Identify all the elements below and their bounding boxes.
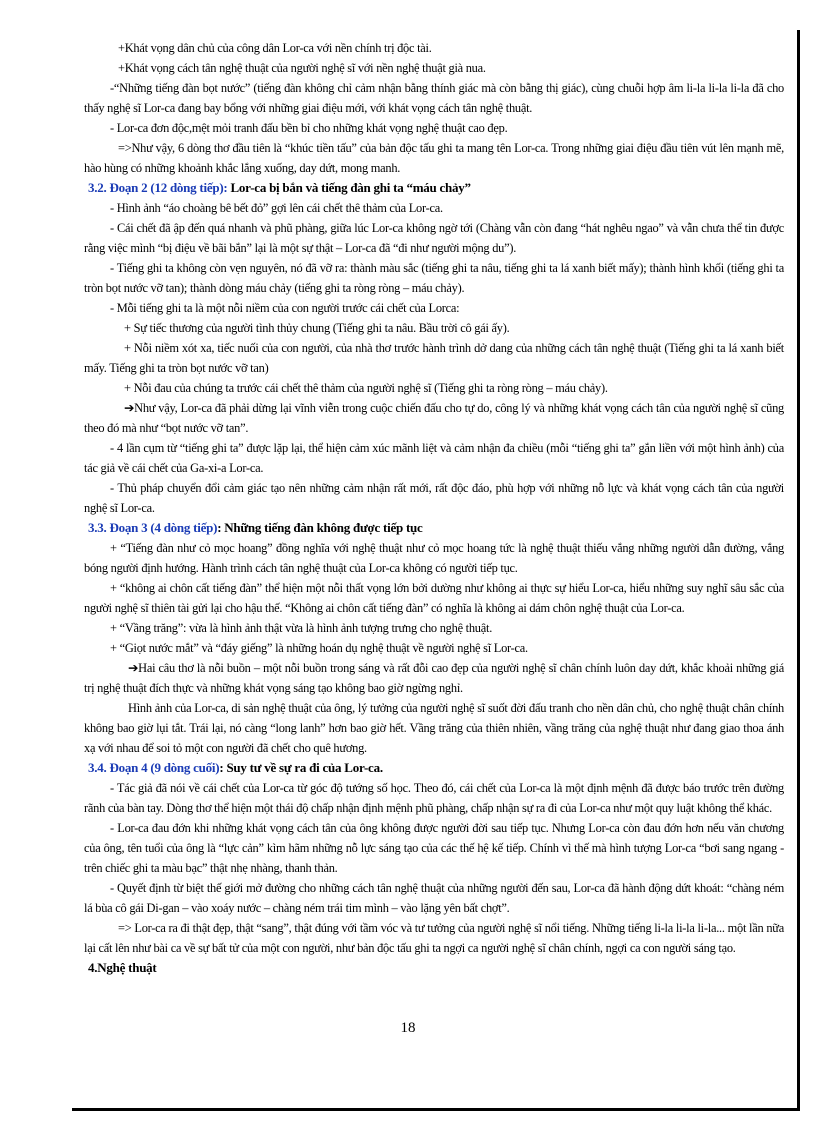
section-title: Lor-ca bị bắn và tiếng đàn ghi ta “máu chảy” xyxy=(227,180,471,195)
section-heading-3-2 xyxy=(88,178,784,198)
section-label: 3.4. Đoạn 4 (9 dòng cuối) xyxy=(88,760,220,775)
paragraph: + “Tiếng đàn như cỏ mọc hoang” đồng nghĩa với nghệ thuật như cỏ mọc hoang tức là nghệ thuật thiếu vắng những người dẫn đường, vắng bóng người định hướng. Hành trình cách tân nghệ thuật của Lor-ca không có người tiếp tục. xyxy=(84,541,784,575)
paragraph: - Tiếng ghi ta không còn vẹn nguyên, nó đã vỡ ra: thành màu sắc (tiếng ghi ta nâu, tiếng ghi ta lá xanh biết mấy); thành hình khối (tiếng ghi ta tròn bọt nước vỡ tan); thành dòng máu chảy (tiếng ghi ta ròng ròng – máu chảy). xyxy=(84,261,784,295)
paragraph: + “không ai chôn cất tiếng đàn” thể hiện một nỗi thất vọng lớn bởi dường như không ai thực sự hiểu Lor-ca, hiểu những suy nghĩ sâu sắc của người nghệ sĩ thiên tài gửi lại cho hậu thế. “Không ai chôn cất tiếng đàn” có nghĩa là không ai dám chôn nghệ thuật của Lor-ca. xyxy=(84,581,784,615)
paragraph: - Cái chết đã ập đến quá nhanh và phũ phàng, giữa lúc Lor-ca không ngờ tới (Chàng vẫn còn đang “hát nghêu ngao” và vẫn chưa thể tin được rằng việc mình “bị điệu về bãi bắn” lại là một sự thật – Lor-ca đã “đi như người mộng du”). xyxy=(84,221,784,255)
paragraph: - Quyết định từ biệt thế giới mở đường cho những cách tân nghệ thuật của những người đến sau, Lor-ca đã hành động dứt khoát: “chàng ném lá bùa cô gái Di-gan – vào xoáy nước – chàng ném trái tim mình – vào lặng yên bất chợt”. xyxy=(84,881,784,915)
paragraph: +Khát vọng dân chủ của công dân Lor-ca với nền chính trị độc tài. xyxy=(118,41,432,55)
paragraph: +Khát vọng cách tân nghệ thuật của người nghệ sĩ với nền nghệ thuật già nua. xyxy=(118,61,486,75)
paragraph: ➔Hai câu thơ là nỗi buồn – một nỗi buồn trong sáng và rất đỗi cao đẹp của người nghệ sĩ chân chính luôn day dứt, khắc khoải những giá trị nghệ thuật đích thực và những khát vọng sáng tạo không bao giờ ngừng nghỉ. xyxy=(84,661,784,695)
paragraph: =>Như vậy, 6 dòng thơ đầu tiên là “khúc tiền tấu” của bản độc tấu ghi ta mang tên Lor-ca. Trong những giai điệu đầu tiên vút lên mạnh mẽ, hào hùng có những khoảnh khắc lắng xuống, day dứt, mong manh. xyxy=(84,141,784,175)
paragraph: ➔Như vậy, Lor-ca đã phải dừng lại vĩnh viễn trong cuộc chiến đấu cho tự do, công lý và những khát vọng cách tân của người nghệ sĩ cũng theo đó mà như “bọt nước vỡ tan”. xyxy=(84,401,784,435)
section-heading-3-3 xyxy=(88,518,784,538)
paragraph: + Sự tiếc thương của người tình thủy chung (Tiếng ghi ta nâu. Bầu trời cô gái ấy). xyxy=(124,321,510,335)
paragraph: - Lor-ca đơn độc,mệt mỏi tranh đấu bền bỉ cho những khát vọng nghệ thuật cao đẹp. xyxy=(110,121,508,135)
paragraph: - Mỗi tiếng ghi ta là một nỗi niềm của con người trước cái chết của Lorca: xyxy=(110,301,460,315)
page-number: 18 xyxy=(400,1020,416,1036)
section-title: : Suy tư về sự ra đi của Lor-ca. xyxy=(219,760,383,775)
paragraph: - 4 lần cụm từ “tiếng ghi ta” được lặp lại, thể hiện cảm xúc mãnh liệt và cảm nhận đa chiều (mỗi “tiếng ghi ta” gắn liền với một hình ảnh) của tác giả về cái chết của Ga-xi-a Lor-ca. xyxy=(84,441,784,475)
paragraph: + “Vầng trăng”: vừa là hình ảnh thật vừa là hình ảnh tượng trưng cho nghệ thuật. xyxy=(110,621,493,635)
section-label: 3.2. Đoạn 2 (12 dòng tiếp): xyxy=(88,180,228,195)
paragraph: - Lor-ca đau đớn khi những khát vọng cách tân của ông không được người đời sau tiếp tục. Nhưng Lor-ca còn đau đớn hơn nếu văn chương của ông, tên tuổi của ông là “lực cản” kìm hãm những nỗ lực sáng tạo của các thế hệ kế tiếp. Chính vì thế mà hình tượng Lor-ca “bơi sang ngang - trên chiếc ghi ta màu bạc” thật nhẹ nhàng, thanh thản. xyxy=(84,821,784,875)
paragraph: + “Giọt nước mắt” và “đáy giếng” là những hoán dụ nghệ thuật về người nghệ sĩ Lor-ca. xyxy=(110,641,528,655)
section-heading-3-4 xyxy=(88,758,784,778)
paragraph: + Nỗi đau của chúng ta trước cái chết thê thảm của người nghệ sĩ (Tiếng ghi ta ròng ròng – máu chảy). xyxy=(124,381,608,395)
paragraph: - Tác giả đã nói về cái chết của Lor-ca từ góc độ tướng số học. Theo đó, cái chết của Lor-ca là một định mệnh đã được báo trước trên đường rãnh của bàn tay. Dòng thơ thể hiện một thái độ chấp nhận định mệnh phũ phàng, chấp nhận sự ra đi của Lor-ca như một quy luật không thể khác. xyxy=(84,781,784,815)
paragraph: => Lor-ca ra đi thật đẹp, thật “sang”, thật đúng với tầm vóc và tư tưởng của người nghệ sĩ nổi tiếng. Những tiếng li-la li-la li-la... một lần nữa lại cất lên như bài ca về sự bất tử của một con người, như bản độc tấu ghi ta ngợi ca người nghệ sĩ chân chính, ngợi ca con người sáng tạo. xyxy=(84,921,784,955)
document-body xyxy=(84,38,784,978)
paragraph: - Hình ảnh “áo choàng bê bết đỏ” gợi lên cái chết thê thảm của Lor-ca. xyxy=(110,201,443,215)
section-heading-4: 4.Nghệ thuật xyxy=(88,960,157,975)
section-label: 3.3. Đoạn 3 (4 dòng tiếp) xyxy=(88,520,218,535)
paragraph: - Thủ pháp chuyển đổi cảm giác tạo nên những cảm nhận rất mới, rất độc đáo, phù hợp với những nỗ lực và khát vọng cách tân của người nghệ sĩ Lor-ca. xyxy=(84,481,784,515)
paragraph: -“Những tiếng đàn bọt nước” (tiếng đàn không chỉ cảm nhận bằng thính giác mà còn bằng thị giác), cùng chuỗi hợp âm li-la li-la li-la đã cho thấy nghệ sĩ Lor-ca đang bay bổng với những giai điệu mới, với khát vọng cách tân nghệ thuật. xyxy=(84,81,784,115)
paragraph: + Nỗi niềm xót xa, tiếc nuối của con người, của nhà thơ trước hành trình dở dang của những cách tân nghệ thuật (Tiếng ghi ta lá xanh biết mấy. Tiếng ghi ta tròn bọt nước vỡ tan) xyxy=(84,341,784,375)
section-title: : Những tiếng đàn không được tiếp tục xyxy=(217,520,423,535)
paragraph: Hình ảnh của Lor-ca, di sản nghệ thuật của ông, lý tưởng của người nghệ sĩ suốt đời đấu tranh cho nền dân chủ, cho nghệ thuật chân chính không bao giờ lụi tắt. Trái lại, nó càng “long lanh” hơn bao giờ hết. Vầng trăng của thiên nhiên, vầng trăng của nghệ thuật như đang giao thoa ánh xạ với nhau để soi tỏ một con người đã chết cho quê hương. xyxy=(84,701,784,755)
